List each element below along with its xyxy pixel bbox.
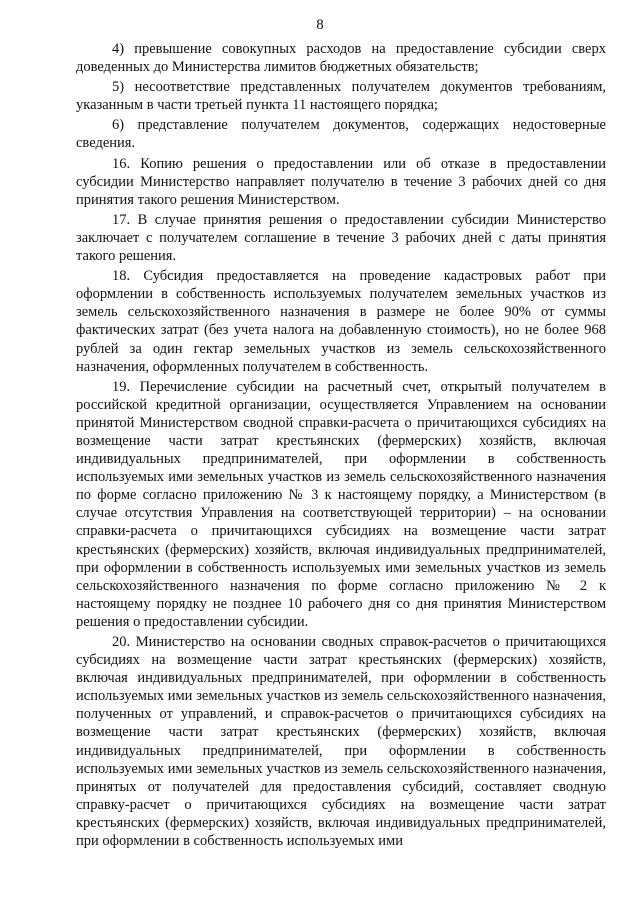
paragraph-item-5: 5) несоответствие представленных получателем документов требованиям, указанным в части третьей пункта 11 настоящего порядка; (76, 79, 606, 114)
paragraph-item-4: 4) превышение совокупных расходов на предоставление субсидии сверх доведенных до Министерства лимитов бюджетных обязательств; (76, 41, 606, 76)
paragraph-20: 20. Министерство на основании сводных справок-расчетов о причитающихся субсидиях на возмещение части затрат крестьянских (фермерских) хозяйств, включая индивидуальных предпринимателей, при оформлении в собственность используемых ими земельных участков из земель сельскохозяйственного назначения, полученных от управлений, и справок-расчетов о причитающихся субсидиях на возмещение части затрат крестьянских (фермерских) хозяйств, включая индивидуальных предпринимателей, при оформлении в собственность используемых ими земельных участков из земель сельскохозяйственного назначения, принятых от получателей для предоставления субсидий, составляет сводную справку-расчет о причитающихся субсидиях на возмещение части затрат крестьянских (фермерских) хозяйств, включая индивидуальных предпринимателей, при оформлении в собственность используемых ими (76, 634, 606, 850)
paragraph-16: 16. Копию решения о предоставлении или об отказе в предоставлении субсидии Министерство направляет получателю в течение 3 рабочих дней со дня принятия такого решения Министерством. (76, 155, 606, 208)
page-number: 8 (316, 17, 324, 33)
document-body (76, 40, 606, 852)
paragraph-18: 18. Субсидия предоставляется на проведение кадастровых работ при оформлении в собственность используемых получателем земельных участков из земель сельскохозяйственного назначения в размере не более 90% от суммы фактических затрат (без учета налога на добавленную стоимость), но не более 968 рублей за один гектар земельных участков из земель сельскохозяйственного назначения, оформленных получателем в собственность. (76, 268, 606, 375)
paragraph-17: 17. В случае принятия решения о предоставлении субсидии Министерство заключает с получателем соглашение в течение 3 рабочих дней с даты принятия такого решения. (76, 211, 606, 265)
paragraph-19: 19. Перечисление субсидии на расчетный счет, открытый получателем в российской кредитной организации, осуществляется Управлением на основании принятой Министерством сводной справки-расчета о причитающихся субсидиях на возмещение части затрат крестьянских (фермерских) хозяйств, включая индивидуальных предпринимателей, при оформлении в собственность используемых ими земельных участков из земель сельскохозяйственного назначения по форме согласно приложению № 3 к настоящему порядку, а Министерством (в случае отсутствия Управления на соответствующей территории) – на основании справки-расчета о причитающихся субсидиях на возмещение части затрат крестьянских (фермерских) хозяйств, включая индивидуальных предпринимателей, при оформлении в собственность используемых ими земельных участков из земель сельскохозяйственного назначения по форме согласно приложению № 2 к настоящему порядку не позднее 10 рабочего дня со дня принятия Министерством решения о предоставлении субсидии. (76, 378, 606, 630)
paragraph-item-6: 6) представление получателем документов, содержащих недостоверные сведения. (76, 117, 606, 152)
